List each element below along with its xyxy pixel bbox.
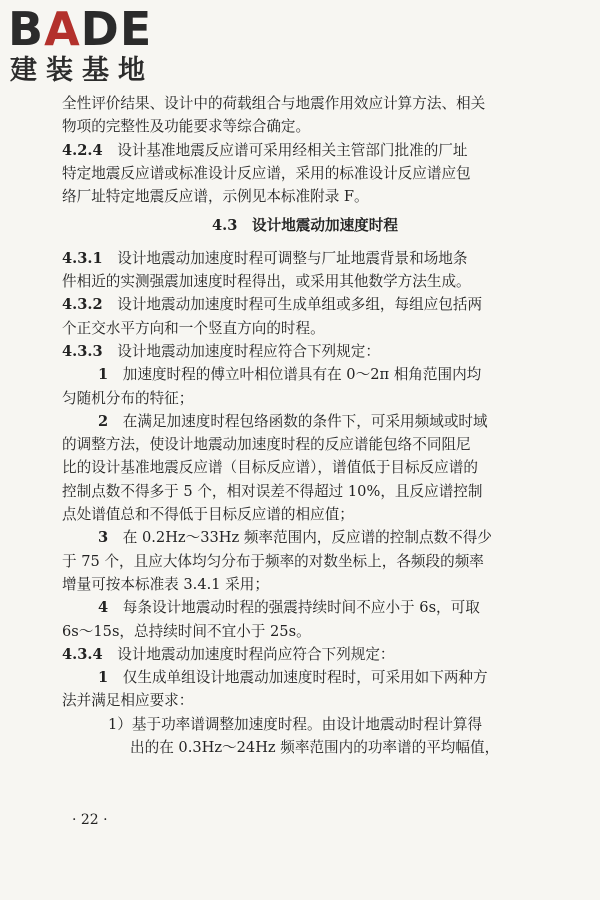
- clause-text: 设计基准地震反应谱可采用经相关主管部门批准的厂址: [117, 141, 468, 159]
- text-line: 于 75 个，且应大体均匀分布于频率的对数坐标上，各频段的频率: [62, 552, 484, 570]
- sub-item: 1）基于功率谱调整加速度时程。由设计地震动时程计算得: [108, 715, 483, 733]
- list-item-1: [62, 666, 548, 689]
- item-text: 仅生成单组设计地震动加速度时程时，可采用如下两种方: [122, 669, 488, 687]
- bade-logo: [8, 4, 188, 88]
- clause-text: 设计地震动加速度时程可生成单组或多组，每组应包括两: [117, 296, 483, 314]
- list-item-4: [62, 596, 548, 619]
- page-number: · 22 ·: [72, 812, 108, 828]
- text-line: 6s～15s，总持续时间不宜小于 25s。: [62, 622, 311, 640]
- text-line: 比的设计基准地震反应谱（目标反应谱），谱值低于目标反应谱的: [62, 459, 478, 477]
- text-line: 点处谱值总和不得低于目标反应谱的相应值；: [62, 506, 354, 524]
- clause-text: 设计地震动加速度时程可调整与厂址地震背景和场地条: [117, 249, 468, 267]
- item-text: 加速度时程的傅立叶相位谱具有在 0～2π 相角范围内均: [122, 366, 482, 384]
- item-number: 4: [98, 599, 109, 617]
- logo-subtitle: 建装基地: [10, 55, 154, 86]
- text-line: 法并满足相应要求：: [62, 692, 194, 710]
- sub-item-continuation: 出的在 0.3Hz～24Hz 频率范围内的功率谱的平均幅值，: [130, 739, 500, 757]
- clause-4-2-4: [62, 139, 548, 162]
- text-line: 络厂址特定地震反应谱，示例见本标准附录 F。: [62, 188, 369, 206]
- logo-letter-b: B: [8, 2, 45, 56]
- text-line: 的调整方法，使设计地震动加速度时程的反应谱能包络不同阻尼: [62, 436, 471, 454]
- item-number: 1: [98, 669, 109, 687]
- text-line: 全性评价结果、设计中的荷载组合与地震作用效应计算方法、相关: [62, 95, 486, 112]
- item-text: 在 0.2Hz～33Hz 频率范围内，反应谱的控制点数不得少: [122, 529, 492, 547]
- document-page: [62, 92, 548, 759]
- clause-text: 设计地震动加速度时程应符合下列规定：: [117, 342, 380, 360]
- clause-4-3-3: [62, 340, 548, 363]
- section-heading: 4.3 设计地震动加速度时程: [212, 217, 398, 235]
- text-line: 特定地震反应谱或标准设计反应谱，采用的标准设计反应谱应包: [62, 164, 471, 182]
- logo-letters-de: DE: [80, 2, 153, 56]
- clause-number: 4.3.4: [62, 645, 103, 663]
- text-line: 件相近的实测强震加速度时程得出，或采用其他数学方法生成。: [62, 273, 471, 291]
- text-line: 个正交水平方向和一个竖直方向的时程。: [62, 319, 325, 337]
- item-number: 1: [98, 366, 109, 384]
- item-number: 3: [98, 529, 109, 547]
- clause-4-3-4: [62, 643, 548, 666]
- text-line: 控制点数不得多于 5 个，相对误差不得超过 10%，且反应谱控制: [62, 482, 483, 500]
- text-line: 增量可按本标准表 3.4.1 采用；: [62, 575, 269, 593]
- logo-letter-a: A: [44, 2, 81, 56]
- clause-number: 4.3.1: [62, 249, 103, 267]
- text-line: 匀随机分布的特征；: [62, 389, 194, 407]
- list-item-2: [62, 410, 548, 433]
- clause-number: 4.3.3: [62, 342, 103, 360]
- text-line: 物项的完整性及功能要求等综合确定。: [62, 118, 311, 136]
- item-number: 2: [98, 412, 109, 430]
- clause-text: 设计地震动加速度时程尚应符合下列规定：: [117, 645, 395, 663]
- clause-4-3-1: [62, 247, 548, 270]
- list-item-1: [62, 363, 548, 386]
- item-text: 每条设计地震动时程的强震持续时间不应小于 6s，可取: [122, 599, 480, 617]
- list-item-3: [62, 526, 548, 549]
- clause-4-3-2: [62, 293, 548, 316]
- item-text: 在满足加速度时程包络函数的条件下，可采用频域或时域: [122, 412, 488, 430]
- clause-number: 4.2.4: [62, 141, 103, 159]
- clause-number: 4.3.2: [62, 296, 103, 314]
- logo-wordmark: [8, 4, 188, 54]
